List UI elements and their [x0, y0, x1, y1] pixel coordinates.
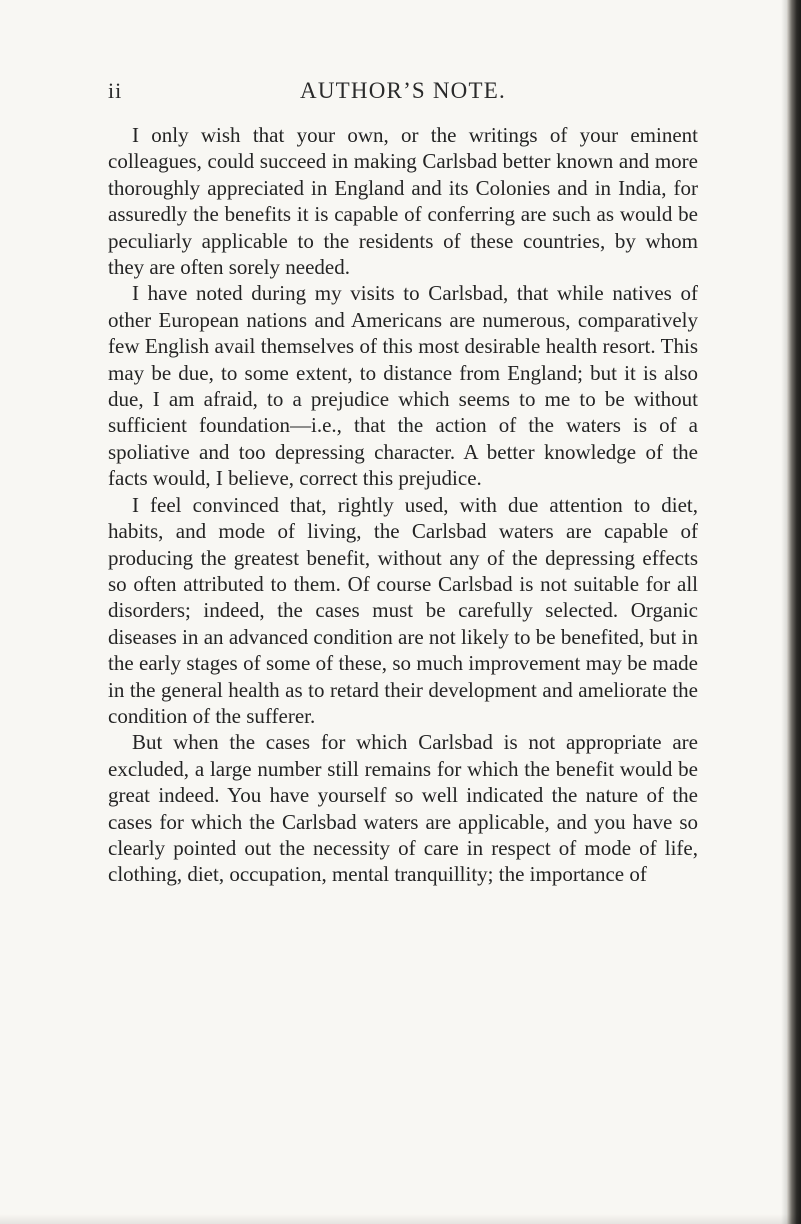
- page-bottom-shadow: [0, 1214, 801, 1224]
- page-number: ii: [108, 78, 123, 103]
- paragraph-2: I have noted during my visits to Carlsbad, that while natives of other European nations and Americans are numerous, comparatively few English avail themselves of this most desirable health resort. This may be due, to some extent, to distance from England; but it is also due, I am afraid, to a prejudice which seems to me to be without sufficient foundation—i.e., that the action of the waters is of a spoliative and too depressing character. A better knowledge of the facts would, I believe, correct this prejudice.: [108, 281, 698, 491]
- body-text: [108, 122, 698, 888]
- running-head: AUTHOR’S NOTE.: [300, 78, 506, 103]
- paragraph-4: But when the cases for which Carlsbad is not appropriate are excluded, a large number still remains for which the benefit would be great indeed. You have yourself so well indicated the nature of the cases for which the Carlsbad waters are applicable, and you have so clearly pointed out the necessity of care in respect of mode of life, clothing, diet, occupation, mental tranquillity; the importance of: [108, 730, 698, 887]
- page-binding-edge: [787, 0, 801, 1224]
- paragraph-3: I feel convinced that, rightly used, with due attention to diet, habits, and mode of living, the Carlsbad waters are capable of producing the greatest benefit, without any of the depressing effects so often attributed to them. Of course Carlsbad is not suitable for all disorders; indeed, the cases must be carefully selected. Organic diseases in an advanced condition are not likely to be benefited, but in the early stages of some of these, so much improvement may be made in the general health as to retard their development and ameliorate the condition of the sufferer.: [108, 492, 698, 728]
- page-edge-shadow: [781, 0, 787, 1224]
- page-header: [108, 78, 698, 108]
- paragraph-1: I only wish that your own, or the writings of your eminent colleagues, could succeed in making Carlsbad better known and more thoroughly appreciated in England and its Colonies and in India, for assuredly the benefits it is capable of conferring are such as would be peculiarly applicable to the residents of these countries, by whom they are often sorely needed.: [108, 123, 698, 280]
